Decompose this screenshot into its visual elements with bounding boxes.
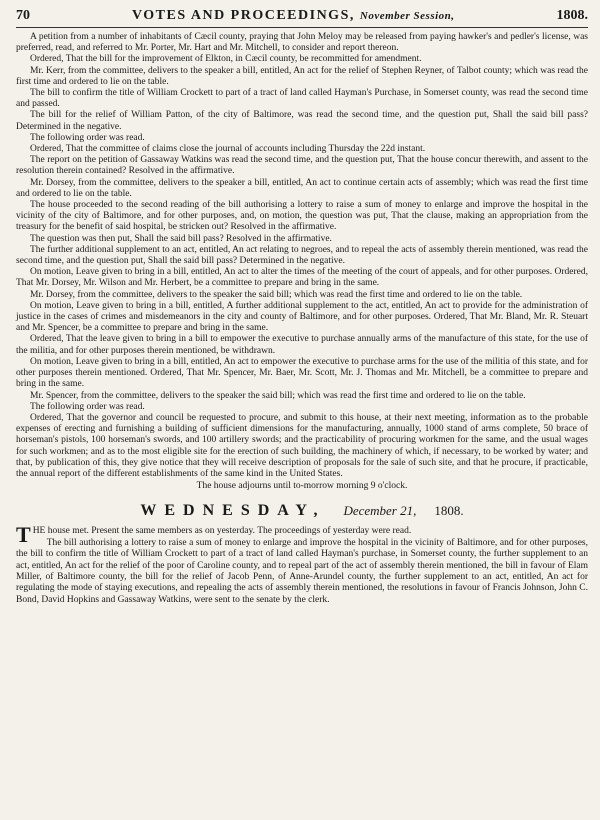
paragraph: The bill authorising a lottery to raise a sum of money to enlarge and improve the hospital in the vicinity of Baltimore, and for other purposes, the bill to confirm the title of William Crockett to part of a tract of land called Hayman's purchase, in Somerset county, the further supplement to an act, entitled, An act for the relief of the poor of Caroline county, and to repeal part of the act of assembly therein mentioned, the bill in favour of Elam Miller, of Baltimore county, the bill for the relief of Jacob Penn, of Anne-Arundel county, the further supplement to an act, entitled, An act for regulating the mode of staying executions, and repealing the acts of assembly therein mentioned, the resolutions in favour of Francis Johnson, John C. Bond, David Hopkins and Gassaway Watkins, were sent to the senate by the clerk. <box>16 537 588 605</box>
paragraph: Ordered, That the committee of claims close the journal of accounts including Thursday the 22d instant. <box>30 144 426 155</box>
adjournment-line: The house adjourns until to-morrow morning 9 o'clock. <box>196 481 408 492</box>
day-date: December 21, <box>343 503 417 519</box>
paragraph: The report on the petition of Gassaway Watkins was read the second time, and the question put, That the house concur therewith, and assent to the resolution therein contained? Resolved in the affirmative. <box>16 155 588 177</box>
paragraph: Mr. Kerr, from the committee, delivers to the speaker a bill, entitled, An act for the relief of Stephen Reyner, of Talbot county; which was read the first time and ordered to lie on the table. <box>16 65 588 87</box>
day-name: WEDNESDAY, <box>140 502 326 520</box>
page-number: 70 <box>16 8 30 23</box>
paragraph <box>16 522 588 548</box>
paragraph: Mr. Dorsey, from the committee, delivers to the speaker the said bill; which was read the first time and ordered to lie on the table. <box>30 289 523 300</box>
paragraph: Ordered, That the leave given to bring in a bill to empower the executive to purchase annually arms of the manufacture of this state, for the use of the militia, and for other purposes therein mentioned, be withdrawn. <box>16 334 588 356</box>
running-title <box>30 8 557 24</box>
paragraph: The following order was read. <box>30 132 145 143</box>
paragraph: Ordered, That the bill for the improvement of Elkton, in Cæcil county, be recommitted for amendment. <box>30 54 422 65</box>
wednesday-proceedings <box>16 522 588 606</box>
paragraph: Mr. Spencer, from the committee, delivers to the speaker the said bill; which was read the first time and ordered to lie on the table. <box>30 390 526 401</box>
running-title-main: VOTES AND PROCEEDINGS, <box>131 8 355 23</box>
proceedings-body <box>16 32 588 492</box>
paragraph: Ordered, That the governor and council be requested to procure, and submit to this house, at their next meeting, information as to the probable expenses of erecting and furnishing a building of sufficient dimensions for the manufacturing, annually, 1000 stand of arms complete, 50 brace of horseman's pistols, 100 horseman's swords, and 100 artillery swords; and the practicability of procuring workmen for the same, and the usual wages for such workmen; and as to the most eligible site for the erection of such building, the machinery of which, if necessary, to be worked by water; and that, by publication of this, they give notice that they will receive description of proposals for the sale of such site, and that he procure, if practicable, the annual report of the different establishments of the same kind in the United States. <box>16 412 588 479</box>
paragraph: The following order was read. <box>30 401 145 412</box>
paragraph: The house proceeded to the second reading of the bill authorising a lottery to raise a sum of money to enlarge and improve the hospital in the vicinity of the city of Baltimore, and for other purposes, and, on motion, the question was put, That the clause, making an appropriation from the treasury for the benefit of said hospital, be stricken out? Resolved in the affirmative. <box>16 200 588 233</box>
paragraph: On motion, Leave given to bring in a bill, entitled, A further additional supplement to the act, entitled, An act to provide for the administration of justice in the cases of crimes and misdemeanors in the city and county of Baltimore, and for other purposes. Ordered, That Mr. Bland, Mr. R. Steuart and Mr. Spencer, be a committee to prepare and bring in the same. <box>16 300 588 334</box>
paragraph: The further additional supplement to an act, entitled, An act relating to negroes, and to repeal the acts of assembly therein mentioned, was read the second time, and the question put, Shall the said bill pass? Determined in the negative. <box>16 244 588 267</box>
paragraph: On motion, Leave given to bring in a bill, entitled, An act to alter the times of the meeting of the court of appeals, and for other purposes. Ordered, That Mr. Dorsey, Mr. Wilson and Mr. Herbert, be a committee to prepare and bring in the same. <box>16 267 588 289</box>
paragraph: The question was then put, Shall the said bill pass? Resolved in the affirmative. <box>30 233 332 244</box>
header-year: 1808. <box>556 8 588 23</box>
paragraph: On motion, Leave given to bring in a bill, entitled, An act to empower the executive to purchase arms for the use of the militia of this state, and for other purposes therein mentioned. Ordered, That Mr. Spencer, Mr. Baer, Mr. Scott, Mr. J. Thomas and Mr. Mitchell, be a committee to prepare and bring in the same. <box>16 356 588 390</box>
day-year: 1808. <box>434 503 464 519</box>
paragraph: Mr. Dorsey, from the committee, delivers to the speaker a bill, entitled, An act to continue certain acts of assembly; which was read the first time and ordered to lie on the table. <box>16 177 588 199</box>
drop-cap: T <box>16 522 31 548</box>
paragraph: A petition from a number of inhabitants of Cæcil county, praying that John Meloy may be released from paying hawker's and pedler's license, was preferred, read, and referred to Mr. Porter, Mr. Hart and Mr. Mitchell, to consider and report thereon. <box>16 32 588 54</box>
paragraph: The bill for the relief of William Patton, of the city of Baltimore, was read the second time, and the question put, Shall the said bill pass? Determined in the negative. <box>16 110 588 132</box>
running-title-session: November Session, <box>359 10 455 22</box>
paragraph: The bill to confirm the title of William Crockett to part of a tract of land called Hayman's Purchase, in Somerset county, was read the second time and passed. <box>16 88 588 110</box>
paragraph-text: HE house met. Present the same members as on yesterday. The proceedings of yesterday were read. <box>32 526 412 537</box>
day-heading <box>16 502 588 520</box>
running-header <box>16 8 588 28</box>
